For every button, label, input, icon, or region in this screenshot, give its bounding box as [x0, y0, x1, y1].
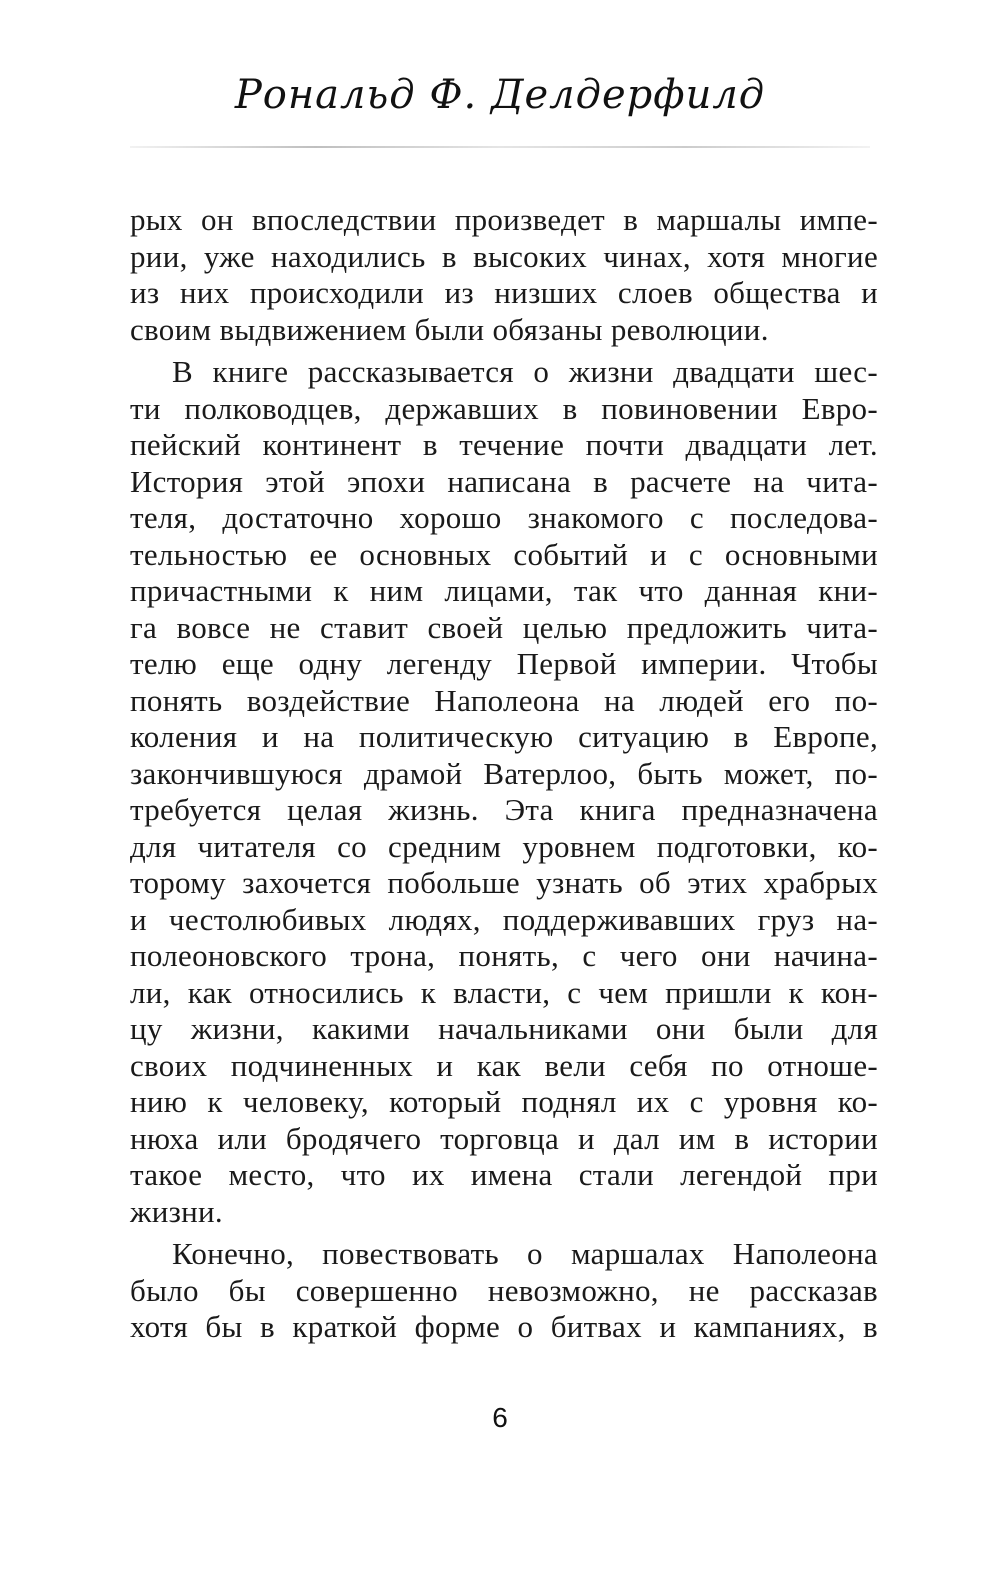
- text-line: такое место, что их имена стали легендой при: [130, 1157, 878, 1192]
- text-line: понять воздействие Наполеона на людей его по-: [130, 682, 878, 718]
- text-line: рых он впоследствии произведет в маршалы импе-: [130, 202, 878, 237]
- page-number: 6: [492, 1402, 508, 1433]
- text-line: жизни.: [130, 1193, 223, 1229]
- text-line: ли, как относились к власти, с чем пришли к кон-: [130, 974, 878, 1010]
- text-line: пейский континент в течение почти двадцати лет.: [130, 427, 878, 462]
- text-line: ти полководцев, державших в повиновении Евро-: [130, 390, 878, 426]
- text-line: закончившуюся драмой Ватерлоо, быть может, по-: [130, 755, 878, 791]
- text-line: причастными к ним лицами, так что данная кни-: [130, 573, 878, 608]
- text-line: полеоновского трона, понять, с чего они начина-: [130, 938, 878, 973]
- text-line: теля, достаточно хорошо знакомого с последова-: [130, 500, 878, 535]
- text-line: хотя бы в краткой форме о битвах и кампаниях, в: [130, 1309, 878, 1344]
- text-line: своих подчиненных и как вели себя по отноше-: [130, 1047, 878, 1083]
- paragraph-1: [130, 202, 878, 348]
- text-line: торому захочется побольше узнать об этих храбрых: [130, 865, 878, 900]
- text-line: тельностью ее основных событий и с основными: [130, 536, 878, 572]
- text-line: своим выдвижением были обязаны революции.: [130, 311, 769, 347]
- text-line: нюха или бродячего торговца и дал им в истории: [130, 1120, 878, 1156]
- text-line: было бы совершенно невозможно, не рассказав: [130, 1272, 878, 1308]
- text-line: телю еще одну легенду Первой империи. Чтобы: [130, 646, 878, 681]
- body-text: [130, 202, 878, 1352]
- text-line: История этой эпохи написана в расчете на чита-: [130, 463, 878, 499]
- text-line: В книге рассказывается о жизни двадцати шес-: [172, 354, 878, 389]
- text-line: Конечно, повествовать о маршалах Наполеона: [172, 1236, 878, 1271]
- header-rule: [130, 146, 870, 148]
- paragraph-2: [130, 354, 878, 1230]
- running-head-title: Рональд Ф. Делдерфилд: [234, 72, 766, 118]
- text-line: из них происходили из низших слоев общества и: [130, 275, 878, 310]
- text-line: га вовсе не ставит своей целью предложить чита-: [130, 609, 878, 645]
- text-line: для читателя со средним уровнем подготовки, ко-: [130, 828, 878, 864]
- text-line: коления и на политическую ситуацию в Европе,: [130, 719, 878, 754]
- text-line: требуется целая жизнь. Эта книга предназначена: [130, 792, 878, 827]
- text-line: нию к человеку, который поднял их с уровня ко-: [130, 1084, 878, 1119]
- paragraph-3: [130, 1236, 878, 1346]
- text-line: и честолюбивых людях, поддерживавших груз на-: [130, 901, 878, 937]
- text-line: рии, уже находились в высоких чинах, хотя многие: [130, 238, 878, 274]
- text-line: цу жизни, какими начальниками они были для: [130, 1011, 878, 1046]
